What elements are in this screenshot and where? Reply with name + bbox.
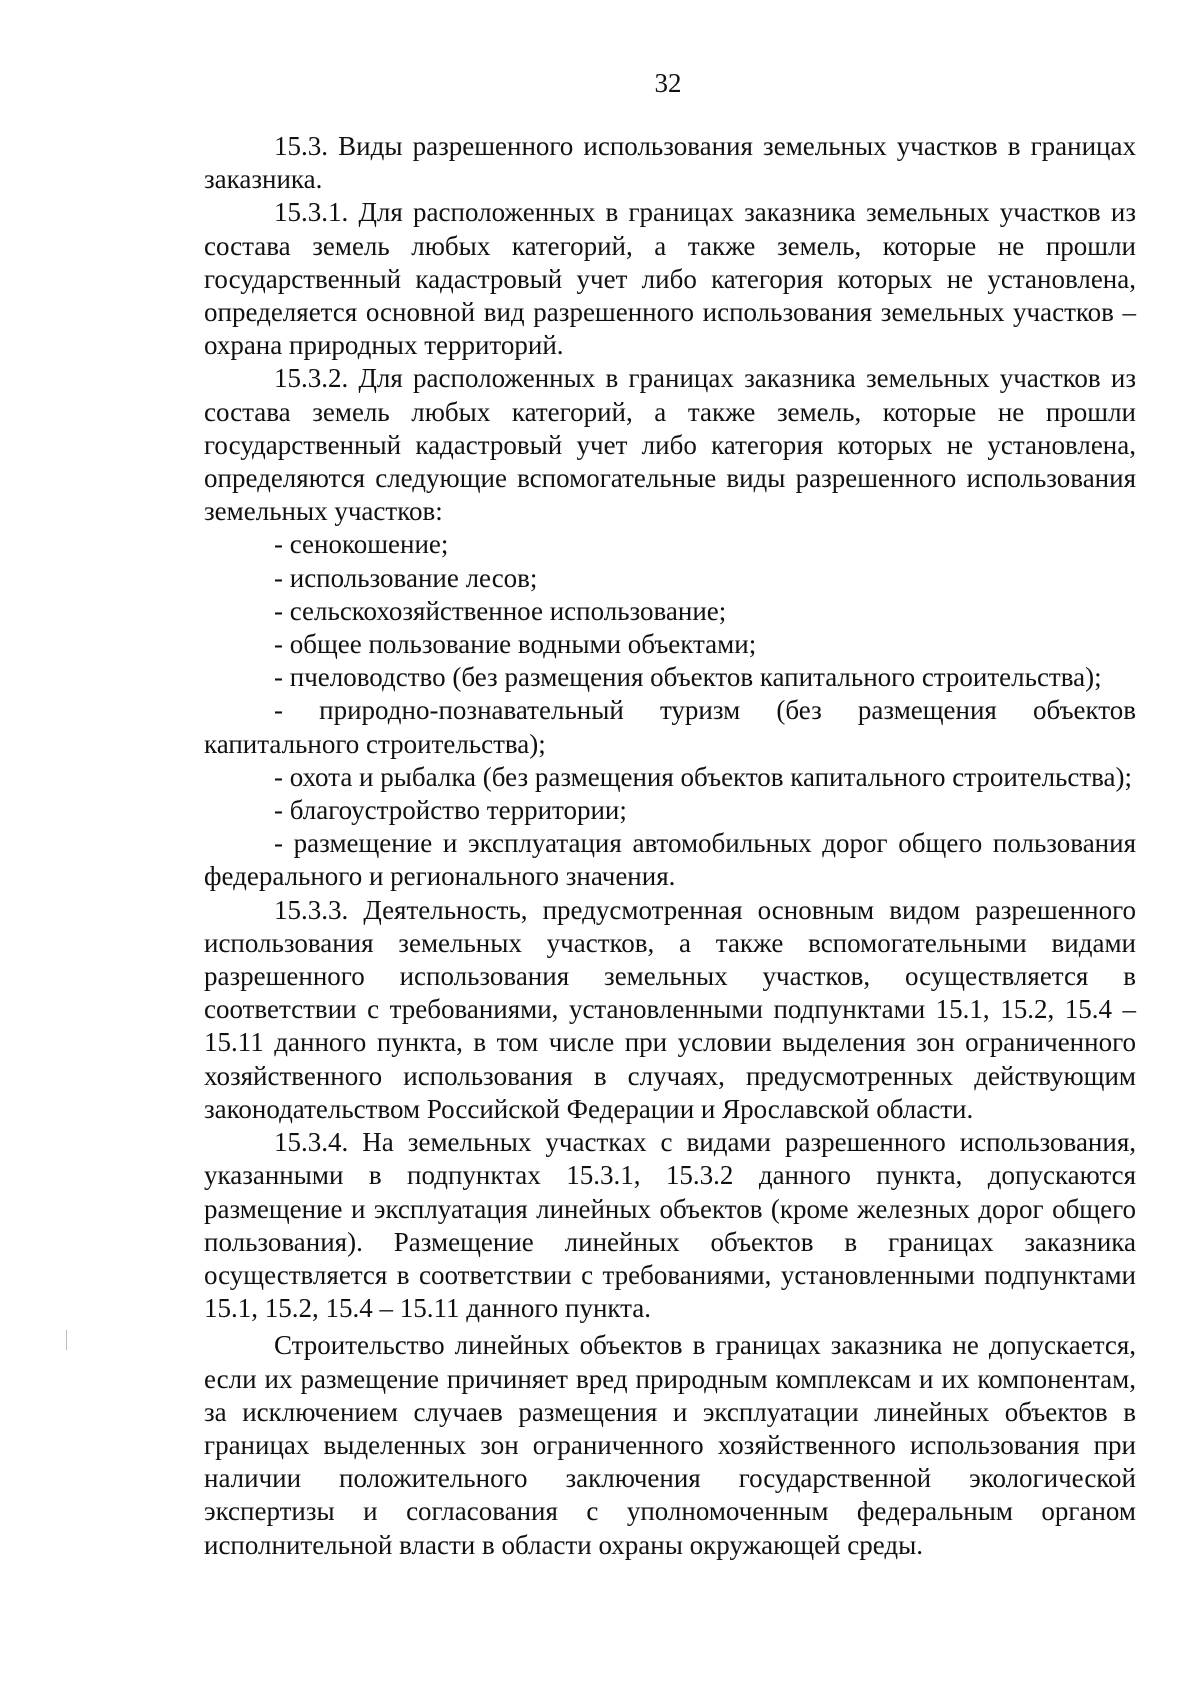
scan-margin-mark: [66, 1330, 67, 1350]
list-item: - сенокошение;: [274, 529, 449, 560]
list-item: - общее пользование водными объектами;: [274, 629, 757, 660]
list-item: - природно-познавательный туризм (без размещения объектов капитального строительства);: [204, 695, 1136, 759]
list-item: - охота и рыбалка (без размещения объектов капитального строительства);: [274, 761, 1133, 792]
paragraph-15-3-4: 15.3.4. На земельных участках с видами разрешенного использования, указанными в подпунктах 15.3.1, 15.3.2 данного пункта, допускаются размещение и эксплуатация линейных объектов (кроме железных дорог общего пользования). Размещение линейных объектов в границах заказника осуществляется в соответствии с требованиями, установленными подпунктами 15.1, 15.2, 15.4 – 15.11 данного пункта.: [204, 1127, 1136, 1324]
paragraph-15-3-1: 15.3.1. Для расположенных в границах заказника земельных участков из состава земель любых категорий, а также земель, которые не прошли государственный кадастровый учет либо категория которых не установлена, определяется основной вид разрешенного использования земельных участков – охрана природных территорий.: [204, 197, 1136, 361]
paragraph-15-3-2: 15.3.2. Для расположенных в границах заказника земельных участков из состава земель любых категорий, а также земель, которые не прошли государственный кадастровый учет либо категория которых не установлена, определяются следующие вспомогательные виды разрешенного использования земельных участков:: [204, 363, 1136, 527]
list-item: - сельскохозяйственное использование;: [274, 595, 727, 626]
paragraph-15-3-3: 15.3.3. Деятельность, предусмотренная основным видом разрешенного использования земельных участков, а также вспомогательными видами разрешенного использования земельных участков, осуществляется в соответствии с требованиями, установленными подпунктами 15.1, 15.2, 15.4 – 15.11 данного пункта, в том числе при условии выделения зон ограниченного хозяйственного использования в случаях, предусмотренных действующим законодательством Российской Федерации и Ярославской области.: [204, 894, 1136, 1124]
list-item: - благоустройство территории;: [274, 795, 627, 826]
list-item: - размещение и эксплуатация автомобильных дорог общего пользования федерального и регионального значения.: [204, 828, 1136, 892]
list-item: - пчеловодство (без размещения объектов капитального строительства);: [274, 662, 1102, 693]
paragraph-linear-objects: Строительство линейных объектов в границах заказника не допускается, если их размещение причиняет вред природным комплексам и их компонентам, за исключением случаев размещения и эксплуатации линейных объектов в границах выделенных зон ограниченного хозяйственного использования при наличии положительного заключения государственной экологической экспертизы и согласования с уполномоченным федеральным органом исполнительной власти в области охраны окружающей среды.: [204, 1330, 1136, 1560]
paragraph-15-3: 15.3. Виды разрешенного использования земельных участков в границах заказника.: [204, 131, 1136, 195]
page-number: 32: [654, 68, 682, 98]
document-body: [204, 130, 1136, 1562]
list-item: - использование лесов;: [274, 562, 538, 593]
